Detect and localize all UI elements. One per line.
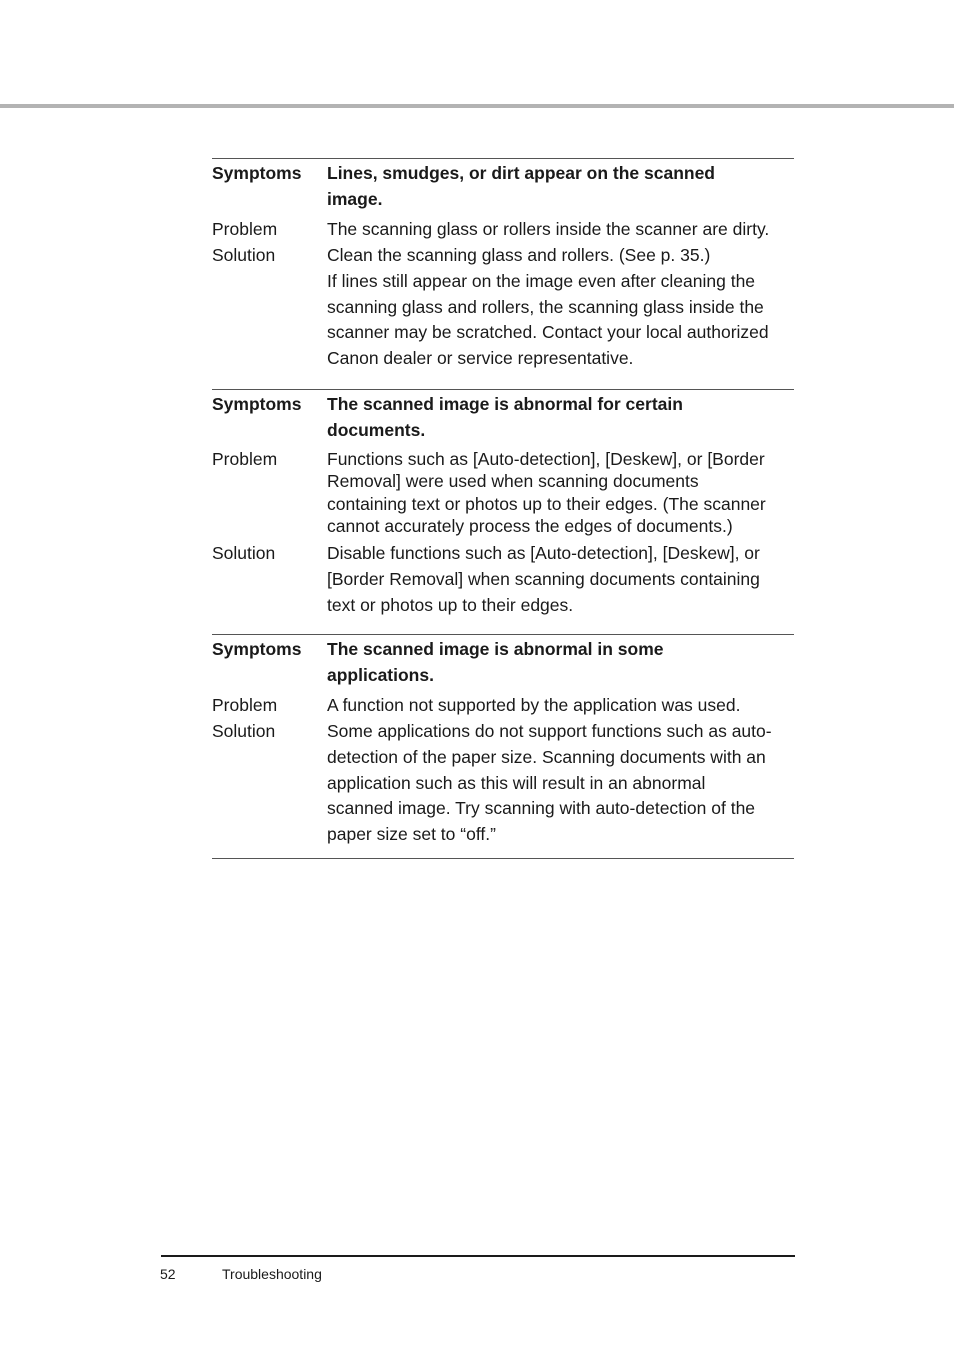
text-line: scanned image. Try scanning with auto-detection of the bbox=[327, 798, 756, 819]
solution-text bbox=[327, 719, 794, 849]
symptoms-row bbox=[212, 161, 794, 213]
troubleshooting-entries bbox=[212, 158, 794, 859]
symptoms-label: Symptoms bbox=[212, 394, 302, 414]
solution-label: Solution bbox=[212, 720, 276, 741]
footer-rule bbox=[161, 1255, 795, 1257]
troubleshooting-entry bbox=[212, 389, 794, 634]
text-line: scanning glass and rollers, the scanning glass inside the bbox=[327, 296, 764, 317]
problem-text bbox=[327, 217, 794, 243]
text-line: Lines, smudges, or dirt appear on the scanned bbox=[327, 163, 715, 183]
solution-row bbox=[212, 243, 794, 373]
text-line: scanner may be scratched. Contact your local authorized bbox=[327, 322, 769, 343]
text-line: The scanned image is abnormal in some bbox=[327, 639, 664, 659]
text-line: containing text or photos up to their edges. (The scanner bbox=[327, 493, 766, 514]
text-line: documents. bbox=[327, 419, 426, 440]
symptom-text bbox=[327, 637, 794, 689]
problem-label: Problem bbox=[212, 448, 278, 469]
text-line: The scanned image is abnormal for certain bbox=[327, 394, 683, 414]
text-line: Some applications do not support functions such as auto- bbox=[327, 720, 772, 741]
text-line: text or photos up to their edges. bbox=[327, 594, 574, 615]
footer-section-name: Troubleshooting bbox=[222, 1266, 322, 1282]
symptoms-label: Symptoms bbox=[212, 163, 302, 183]
text-line: applications. bbox=[327, 664, 434, 685]
symptom-text bbox=[327, 392, 794, 444]
problem-label: Problem bbox=[212, 694, 278, 715]
text-line: application such as this will result in an abnormal bbox=[327, 772, 706, 793]
troubleshooting-entry bbox=[212, 634, 794, 859]
symptoms-label: Symptoms bbox=[212, 639, 302, 659]
problem-text bbox=[327, 448, 794, 538]
text-line: detection of the paper size. Scanning documents with an bbox=[327, 746, 766, 767]
text-line: If lines still appear on the image even after cleaning the bbox=[327, 270, 756, 291]
solution-text bbox=[327, 541, 794, 619]
problem-row bbox=[212, 693, 794, 719]
problem-label: Problem bbox=[212, 218, 278, 239]
text-line: image. bbox=[327, 188, 383, 209]
troubleshooting-entry bbox=[212, 158, 794, 389]
text-line: Clean the scanning glass and rollers. (See p. 35.) bbox=[327, 244, 711, 265]
solution-row bbox=[212, 719, 794, 849]
text-line: Removal] were used when scanning documents bbox=[327, 471, 699, 492]
text-line: paper size set to “off.” bbox=[327, 824, 496, 845]
solution-text bbox=[327, 243, 794, 373]
symptoms-row bbox=[212, 392, 794, 444]
text-line: [Border Removal] when scanning documents containing bbox=[327, 568, 760, 589]
text-line: A function not supported by the application was used. bbox=[327, 694, 741, 715]
solution-label: Solution bbox=[212, 244, 276, 265]
page-number: 52 bbox=[160, 1266, 176, 1282]
problem-row bbox=[212, 217, 794, 243]
header-rule bbox=[0, 104, 954, 108]
solution-label: Solution bbox=[212, 542, 276, 563]
solution-row bbox=[212, 541, 794, 619]
symptoms-row bbox=[212, 637, 794, 689]
text-line: Canon dealer or service representative. bbox=[327, 348, 634, 369]
text-line: Functions such as [Auto-detection], [Deskew], or [Border bbox=[327, 448, 765, 469]
problem-row bbox=[212, 448, 794, 538]
problem-text bbox=[327, 693, 794, 719]
symptom-text bbox=[327, 161, 794, 213]
text-line: Disable functions such as [Auto-detection], [Deskew], or bbox=[327, 542, 760, 563]
text-line: The scanning glass or rollers inside the scanner are dirty. bbox=[327, 218, 770, 239]
text-line: cannot accurately process the edges of documents.) bbox=[327, 516, 733, 537]
